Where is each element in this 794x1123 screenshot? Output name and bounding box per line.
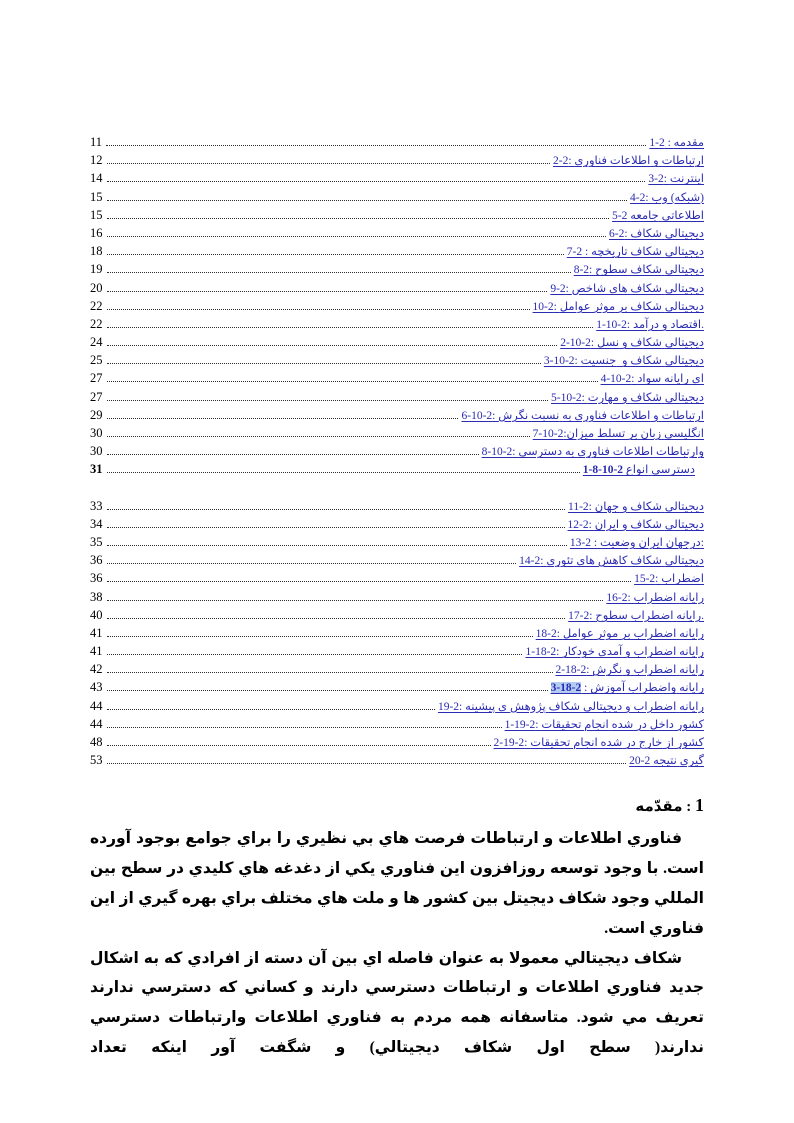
toc-dot-leader	[107, 218, 610, 219]
toc-dot-leader	[107, 545, 567, 546]
toc-entry-title: فناوری ‎اطلاعات ‎و ‎ارتباطات	[574, 155, 704, 168]
toc-entry-number: 2-10-2	[560, 337, 591, 350]
toc-row	[90, 153, 704, 171]
toc-page-number: 11	[90, 135, 103, 149]
toc-entry-title: سواد ‎رایانه ‎ای	[637, 373, 704, 386]
toc-entry-separator: :	[588, 500, 595, 513]
toc-entry-separator: :	[582, 246, 592, 259]
toc-link[interactable]	[596, 317, 704, 331]
toc-dot-leader	[107, 672, 553, 673]
toc-link[interactable]	[583, 462, 695, 476]
toc-row	[90, 135, 704, 153]
toc-entry-number: 9-2	[550, 282, 566, 295]
toc-link[interactable]	[533, 426, 704, 440]
toc-row	[90, 462, 704, 480]
toc-entry-title: مهارت ‎و ‎شکاف ‎دیجیتالی	[587, 391, 704, 404]
toc-dot-leader	[107, 291, 548, 292]
toc-entry-title: اضطراب ‎رایانه	[633, 591, 704, 604]
toc-row	[90, 353, 704, 371]
toc-link[interactable]	[551, 390, 704, 404]
toc-link[interactable]	[574, 262, 704, 276]
toc-entry-separator: :	[589, 609, 596, 622]
toc-link[interactable]	[601, 371, 704, 385]
toc-entry-number: 3-18-2	[550, 682, 582, 695]
toc-page-number: 53	[90, 753, 103, 768]
toc-dot-leader	[107, 309, 530, 310]
toc-dot-leader	[107, 363, 541, 364]
toc-link[interactable]	[551, 680, 704, 694]
toc-entry-separator: :	[589, 264, 596, 277]
toc-entry-number: 5-10-2	[551, 391, 582, 404]
toc-entry-separator: :	[624, 227, 631, 240]
toc-entry-number: 2-2	[552, 155, 569, 168]
toc-page-number: 30	[90, 444, 103, 459]
toc-entry-separator: :	[664, 137, 674, 149]
toc-dot-leader	[106, 145, 646, 146]
toc-entry-title: عوامل ‎موثر ‎بر ‎اضطراب ‎رایانه	[562, 627, 704, 640]
toc-dot-leader	[107, 254, 564, 255]
toc-entry-separator: :	[512, 446, 519, 459]
toc-page-number: 48	[90, 735, 103, 749]
toc-page-number: 43	[90, 680, 103, 695]
toc-page-number: 35	[90, 534, 103, 549]
toc-link[interactable]	[544, 353, 704, 367]
toc-page-number: 14	[90, 171, 103, 186]
toc-entry-number: 1-18-2	[525, 646, 557, 659]
toc-entry-title: نگرش ‎نسبت ‎به ‎فناوری ‎اطلاعات ‎و ‎ارتباطات	[498, 409, 704, 422]
toc-page-number: 30	[90, 426, 103, 440]
toc-link[interactable]	[612, 208, 704, 222]
toc-dot-leader	[107, 381, 598, 382]
toc-entry-separator: :	[563, 428, 567, 440]
toc-dot-leader	[107, 436, 530, 437]
toc-link[interactable]	[609, 226, 704, 240]
toc-page-number: 25	[90, 353, 103, 368]
toc-row	[90, 299, 704, 317]
toc-entry-title: تاریخچه ‎شکاف ‎دیجیتالی	[591, 246, 704, 259]
toc-dot-leader	[107, 327, 594, 328]
toc-row	[90, 371, 704, 389]
toc-entry-separator: :	[565, 282, 572, 295]
toc-row	[90, 408, 704, 426]
toc-entry-title: جنسیت ‎ ‎و ‎شکاف ‎دیجیتالی	[580, 355, 704, 368]
toc-entry-number: 7-2	[566, 246, 583, 259]
toc-dot-leader	[107, 690, 548, 691]
toc-page-number: 16	[90, 225, 103, 240]
toc-entry-separator: :	[568, 155, 575, 168]
toc-dot-leader	[107, 200, 628, 201]
toc-entry-title: آموزش ‎واضطراب ‎رایانه	[590, 682, 704, 695]
toc-entry-title: سطوح ‎اضطراب ‎رایانه.	[595, 609, 704, 622]
heading-number: 1	[695, 795, 704, 816]
toc-page-number: 19	[90, 262, 103, 277]
toc-entry-title: پیشینه ‎ی ‎پژوهش ‎شکاف ‎دیجیتالی ‎و ‎اضطراب ‎رایانه	[465, 700, 704, 713]
toc-link[interactable]	[648, 171, 704, 185]
toc-entry-number: 1-19-2	[504, 718, 536, 731]
toc-dot-leader	[107, 600, 604, 601]
toc-entry-number: 18-2	[535, 627, 557, 640]
toc-entry-title: اضطراب	[661, 573, 704, 586]
toc-dot-leader	[107, 345, 558, 346]
toc-entry-title: نتیجه ‎گیری	[653, 755, 704, 768]
toc-link[interactable]	[519, 553, 704, 567]
toc-entry-separator: :	[586, 664, 593, 677]
toc-link[interactable]	[568, 499, 704, 513]
toc-page-number: 40	[90, 607, 103, 622]
toc-entry-title: تحقیقات ‎انجام ‎شده ‎در ‎داخل ‎کشور	[541, 718, 704, 731]
paragraph-2: شكاف ديجيتالي معمولا به عنوان فاصله اي بين آن دسته از افرادي كه به اشكال جديد فناوري اطلاعات و ارتباطات دسترسي دارند و كساني كه دسترسي ندارند تعريف مي شود. متاسفانه همه مردم به فناوري اطلاعات وارتباطات دسترسي ندارند( سطح اول شكاف ديجيتالي) و شگفت آور اينكه تعداد	[90, 949, 704, 1056]
toc-entry-title: اینترنت	[669, 173, 704, 186]
toc-dot-leader	[107, 581, 632, 582]
toc-entry-number: 8-2	[573, 264, 590, 277]
toc-row	[90, 699, 704, 717]
toc-entry-separator: :	[556, 627, 563, 640]
toc-entry-separator: :	[627, 591, 634, 604]
toc-entry-title: تئوری ‎های ‎کاهش ‎شکاف ‎دیجیتالی	[546, 555, 704, 568]
toc-entry-separator: :	[535, 718, 542, 731]
toc-dot-leader	[107, 654, 523, 655]
toc-link[interactable]	[536, 626, 704, 640]
toc-entry-title: نسل ‎و ‎شکاف ‎دیجیتالی	[596, 337, 704, 350]
toc-link[interactable]	[533, 299, 704, 313]
toc-entry-title: وضعیت ‎ایران ‎درجهان:	[599, 536, 704, 549]
toc-row	[90, 590, 704, 608]
toc-entry-title: جهان ‎و ‎شکاف ‎دیجیتالی	[594, 500, 704, 513]
toc-page-number: 33	[90, 498, 103, 513]
toc-dot-leader	[107, 509, 566, 510]
toc-dot-leader	[107, 272, 571, 273]
heading-separator: :	[682, 799, 695, 816]
toc-entry-separator: :	[492, 409, 499, 422]
toc-row	[90, 226, 704, 244]
toc-entry-number: 6-2	[609, 227, 625, 240]
toc-page-number: 29	[90, 407, 103, 422]
section-heading	[90, 794, 704, 818]
toc-link[interactable]	[550, 281, 704, 295]
toc-dot-leader	[107, 418, 459, 419]
toc-entry-separator: :	[459, 700, 466, 713]
toc-row	[90, 171, 704, 189]
toc-page-number: 41	[90, 625, 103, 640]
toc-page-number: 18	[90, 244, 103, 259]
toc-entry-separator: :	[581, 391, 588, 404]
toc-page-number: 41	[90, 644, 103, 659]
toc-entry-title: میزان ‎تسلط ‎بر ‎زبان ‎انگلیسی	[566, 428, 704, 440]
toc-entry-separator: :	[556, 646, 563, 659]
toc-dot-leader	[107, 563, 517, 564]
toc-page-number: 12	[90, 153, 103, 168]
toc-row	[90, 608, 704, 626]
toc-link[interactable]	[482, 444, 704, 458]
toc-row	[90, 335, 704, 353]
toc-entry-number: 5-2	[612, 209, 628, 222]
toc-entry-title: انواع ‎دسترسی	[625, 464, 695, 477]
toc-link[interactable]	[568, 517, 704, 531]
toc-page-number: 36	[90, 553, 103, 568]
toc-page-number: 27	[90, 371, 103, 386]
toc-entry-separator: :	[524, 737, 531, 749]
toc-link[interactable]	[630, 190, 704, 204]
toc-entry-number: 4-2	[630, 191, 646, 204]
toc-entry-title: جامعه ‎اطلاعاتی	[630, 209, 704, 222]
toc-link[interactable]	[570, 535, 704, 549]
toc-entry-title: دسترسی ‎به ‎فناوری ‎اطلاعات ‎وارتباطات	[518, 446, 704, 459]
toc-link[interactable]	[560, 335, 704, 349]
toc-page-number: 22	[90, 316, 103, 331]
toc-dot-leader	[107, 763, 627, 764]
toc-dot-leader	[107, 236, 607, 237]
toc-entry-title: شاخص ‎های ‎شکاف ‎دیجیتالی	[571, 282, 704, 295]
toc-row	[90, 644, 704, 662]
toc-dot-leader	[107, 163, 550, 164]
toc-entry-separator: :	[553, 300, 560, 313]
toc-page-number: 20	[90, 280, 103, 295]
toc-row	[90, 753, 704, 771]
heading-title: مقدّمه	[635, 799, 683, 816]
paragraph-1: فناوري اطلاعات و ارتباطات فرصت هاي بي نظيري را براي جوامع بوجود آورده است. با وجود توسعه روزافزون اين فناوري يكي از دغدغه هاي كليدي در سطح بين المللي وجود شكاف ديجيتل بين كشور ها و ملت هاي مختلف براي بهره گيري از اين فناوري است.	[90, 830, 704, 937]
toc-dot-leader	[107, 618, 566, 619]
toc-page-number: 24	[90, 335, 103, 350]
toc-entry-separator: :	[631, 373, 638, 386]
toc-entry-number: 14-2	[519, 555, 541, 568]
toc-entry-title: نگرش ‎و ‎اضطراب ‎رایانه	[592, 664, 704, 677]
toc-dot-leader	[107, 181, 646, 182]
toc-row	[90, 717, 704, 735]
toc-dot-leader	[107, 727, 502, 728]
toc-entry-separator: :	[581, 682, 591, 695]
toc-page-number: 36	[90, 571, 103, 586]
toc-row	[90, 262, 704, 280]
toc-link[interactable]	[606, 590, 704, 604]
toc-row	[90, 535, 704, 553]
toc-link[interactable]	[556, 662, 704, 676]
toc-link[interactable]	[649, 135, 704, 149]
toc-entry-number: 8-10-2	[481, 446, 513, 459]
toc-row	[90, 499, 704, 517]
toc-dot-leader	[107, 636, 533, 637]
toc-entry-title: تحقیقات ‎انجام ‎شده ‎در ‎خارج ‎از ‎کشور	[530, 737, 704, 749]
toc-row	[90, 662, 704, 680]
toc-page-number: 27	[90, 389, 103, 404]
toc-entry-title: ایران ‎و ‎شکاف ‎دیجیتالی	[594, 518, 704, 531]
toc-page-number: 34	[90, 516, 103, 531]
toc-entry-title: وب ‎(شبکه)	[651, 191, 704, 204]
toc-entry-number: 4-10-2	[600, 373, 632, 386]
toc-page-number: 22	[90, 298, 103, 313]
toc-link[interactable]	[525, 644, 704, 658]
toc-entry-title: درآمد ‎و ‎اقتصاد.	[632, 318, 704, 331]
toc-dot-leader	[107, 472, 580, 473]
toc-entry-title: عوامل ‎موثر ‎بر ‎شکاف ‎دیجیتالی	[559, 300, 704, 313]
toc-entry-title: خودکار ‎آمدی ‎و ‎اضطراب ‎رایانه	[562, 646, 704, 659]
toc-entry-title: شکاف ‎دیجیتالی	[630, 227, 704, 240]
toc-row	[90, 735, 704, 753]
toc-entry-number: 11-2	[568, 500, 589, 513]
toc-entry-separator: :	[591, 536, 600, 549]
toc-entry-number: 1-8-10-2	[582, 464, 624, 477]
toc-entry-number: 1-10-2	[596, 318, 627, 331]
toc-entry-number: 16-2	[606, 591, 628, 604]
toc-link[interactable]	[494, 735, 704, 749]
toc-entry-number: 1-2	[649, 137, 665, 149]
toc-page-number: 44	[90, 716, 103, 731]
toc-dot-leader	[107, 400, 549, 401]
toc-row	[90, 426, 704, 444]
toc-row	[90, 517, 704, 535]
toc-entry-title: مقدمه	[673, 137, 704, 149]
toc-dot-leader	[107, 745, 491, 746]
toc-row	[90, 317, 704, 335]
toc-entry-number: 3-10-2	[543, 355, 575, 368]
toc-row	[90, 553, 704, 571]
toc-link[interactable]	[461, 408, 704, 422]
toc-link[interactable]	[438, 699, 704, 713]
toc-page-number: 15	[90, 189, 103, 204]
toc-entry-number: 2-19-2	[493, 737, 525, 749]
toc-row	[90, 190, 704, 208]
toc-row	[90, 208, 704, 226]
toc-entry-number: 6-10-2	[461, 409, 493, 422]
toc-link[interactable]	[553, 153, 704, 167]
toc-entry-number: 10-2	[532, 300, 554, 313]
toc-entry-number: 15-2	[634, 573, 656, 586]
toc-entry-number: 7-10-2	[532, 428, 564, 440]
toc-page-number: 38	[90, 589, 103, 604]
table-of-contents	[90, 135, 704, 771]
toc-row	[90, 680, 704, 698]
toc-link[interactable]	[567, 244, 704, 258]
toc-row	[90, 281, 704, 299]
toc-entry-separator: :	[590, 337, 597, 350]
toc-entry-separator: :	[663, 173, 670, 186]
toc-row	[90, 444, 704, 462]
toc-page-number: 42	[90, 662, 103, 677]
toc-page-number: 15	[90, 207, 103, 222]
toc-entry-number: 13-2	[569, 536, 592, 549]
toc-row	[90, 571, 704, 589]
toc-entry-separator: :	[574, 355, 581, 368]
toc-link[interactable]	[629, 753, 704, 767]
toc-row	[90, 626, 704, 644]
toc-link[interactable]	[505, 717, 704, 731]
toc-entry-number: 17-2	[568, 609, 590, 622]
toc-link[interactable]	[568, 608, 704, 622]
toc-entry-separator: :	[540, 555, 547, 568]
toc-entry-separator: :	[588, 518, 595, 531]
toc-dot-leader	[107, 454, 479, 455]
chapter-body	[90, 794, 704, 1062]
toc-dot-leader	[107, 527, 565, 528]
toc-entry-separator: :	[645, 191, 652, 204]
toc-entry-separator: :	[655, 573, 662, 586]
toc-entry-number: 12-2	[567, 518, 589, 531]
toc-page-number: 31	[90, 462, 103, 477]
toc-row	[90, 390, 704, 408]
toc-entry-separator: :	[626, 318, 633, 331]
toc-row	[90, 244, 704, 262]
toc-dot-leader	[107, 709, 435, 710]
toc-entry-title: سطوح ‎شکاف ‎دیجیتالی	[595, 264, 704, 277]
toc-entry-number: 2-18-2	[555, 664, 587, 677]
toc-entry-number: 19-2	[437, 700, 460, 713]
toc-entry-number: 20-2	[629, 755, 651, 768]
toc-link[interactable]	[634, 571, 704, 585]
toc-page-number: 44	[90, 698, 103, 713]
toc-entry-number: 3-2	[648, 173, 664, 186]
